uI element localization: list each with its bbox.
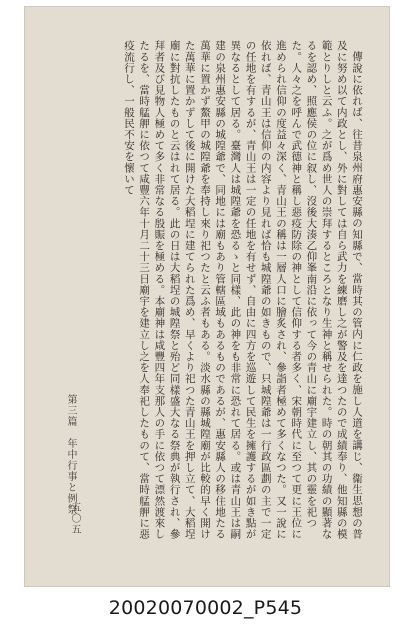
image-caption: 20020070002_P545 bbox=[108, 597, 303, 619]
body-text bbox=[64, 40, 364, 548]
body-paragraph: 傳說に依れば、往昔泉州府惠安縣の知縣で、當時其の管内に仁政を施し人道を講じ、衞生思想の普及に努め以て内政とし、外に對しては自ら武力を練磨し之が警及を達つたので成績奉り、他知縣の模範とりしと云ふ。之が爲め世人の崇拜するところとなり生神と稱せられた。時の朝其の功績の顯著なるを認め、照應侯の位に叙し、沒後大湊乙仰峯南沿に依って今の青山に廟宇建立し、其の靈を祀つた。人々之を呼んで武德神と稱し惡疫防除の神として信仰する者多く、宋朝時代に至つて更に王位に進められ信仰の度益々深く、青山王の稱は一層人口に膾炙され、參詣者極めて多くなつた。又一說に依れば、青山王は信仰の内容より見れば恰も城隍爺の如きもので、只城隍爺は一行政區劃の主で一定の任地を有するが、青山王は一定の任地を有せず、自由に四方を巡遊して民生を擁護するが如き點が異なるとして居る。臺灣人は城隍爺を恐るゝと同樣、此の神をも非常に恐れて居る。或は青山王は嗣建の泉州惠安縣の城隍爺で、同地には廟もあり管轄區域もあるものであるが、惠安縣人の移住地たる萬華に置かず鰲甲の城隍爺を奉持し來り祀つたと云ふ者もある。淡水縣の縣城隍廟が比較的早く開けた萬華に置かずして後に開けた大稻埕に建てられた爲め、早くより祀つた青山王を押し立て、大稻埕廟に對抗したものと云はれて居る。此の日は大稻埕の城隍祭と殆ど同樣盛大なる祭典が執行され、參拜者及び見物人極めて多く非常なる殷賑を極める。本廟神は咸豐四年支那人の手に依つて漂然渡來したるを、當時艋舺に依つて咸豐六年十月二十三日廟宇を建立し之を人奉祀したものて、當時艋舺に惡疫流行し、一般民不安を懷いて bbox=[122, 40, 363, 540]
document-page bbox=[24, 6, 390, 587]
running-header: 第三篇 年中行事と例祭 bbox=[65, 394, 76, 515]
page-number: 五〇五 bbox=[69, 502, 80, 535]
